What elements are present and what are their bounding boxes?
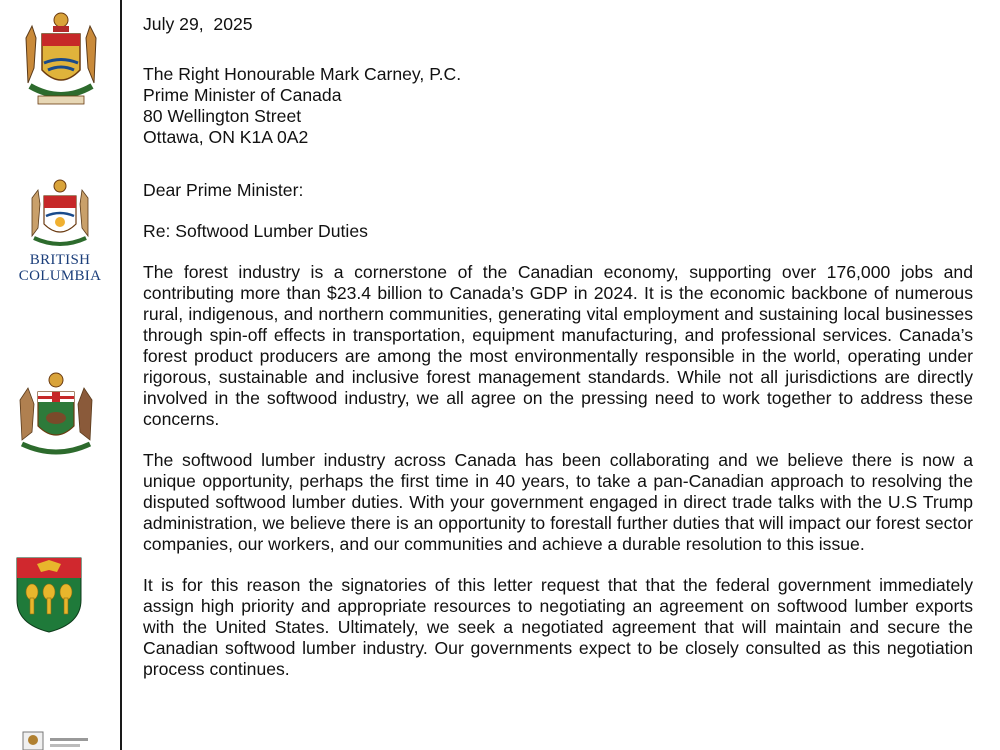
recipient-address bbox=[143, 64, 973, 148]
letter-date: July 29, 2025 bbox=[143, 14, 253, 34]
british-columbia-coat-of-arms-icon bbox=[26, 178, 94, 250]
manitoba-coat-of-arms-icon bbox=[14, 370, 98, 458]
salutation: Dear Prime Minister: bbox=[143, 180, 304, 200]
bc-wordmark-line1: BRITISH bbox=[29, 252, 91, 268]
paragraph-3: It is for this reason the signatories of this letter request that that the federal government immediately assign high priority and appropriate resources to negotiating an agreement on softwood lumber exports with the United States. Ultimately, we seek a negotiated agreement that will maintain and secure the Canadian softwood lumber industry. Our governments expect to be closely consulted as this negotiation process continues. bbox=[143, 575, 973, 679]
sidebar-divider bbox=[120, 0, 122, 750]
bc-wordmark-line2: COLUMBIA bbox=[18, 268, 102, 284]
recipient-name: The Right Honourable Mark Carney, P.C. bbox=[143, 64, 462, 84]
crest-sidebar bbox=[0, 0, 120, 750]
saskatchewan-shield-icon bbox=[15, 556, 83, 634]
recipient-street: 80 Wellington Street bbox=[143, 106, 302, 126]
partial-crest-icon bbox=[22, 728, 92, 750]
letter-body bbox=[143, 14, 973, 680]
recipient-title: Prime Minister of Canada bbox=[143, 85, 342, 105]
new-brunswick-coat-of-arms-icon bbox=[18, 8, 104, 112]
subject-line: Re: Softwood Lumber Duties bbox=[143, 221, 368, 241]
recipient-city: Ottawa, ON K1A 0A2 bbox=[143, 127, 309, 147]
paragraph-1: The forest industry is a cornerstone of the Canadian economy, supporting over 176,000 jobs and contributing more than $23.4 billion to Canada’s GDP in 2024. It is the economic backbone of numerous rural, indigenous, and northern communities, generating vital employment and sustaining local businesses through spin-off effects in transportation, equipment manufacturing, and professional services. Canada’s forest product producers are among the most environmentally responsible in the world, operating under rigorous, sustainable and inclusive forest management standards. While not all jurisdictions are directly involved in the softwood industry, we all agree on the pressing need to work together to address these concerns. bbox=[143, 262, 973, 429]
paragraph-2: The softwood lumber industry across Canada has been collaborating and we believe there is now a unique opportunity, perhaps the first time in 40 years, to take a pan-Canadian approach to resolving the disputed softwood lumber duties. With your government engaged in direct trade talks with the U.S Trump administration, we believe there is an opportunity to forestall further duties that will impact our forest sector companies, our workers, and our communities and achieve a durable resolution to this issue. bbox=[143, 450, 973, 554]
british-columbia-wordmark bbox=[10, 252, 110, 284]
